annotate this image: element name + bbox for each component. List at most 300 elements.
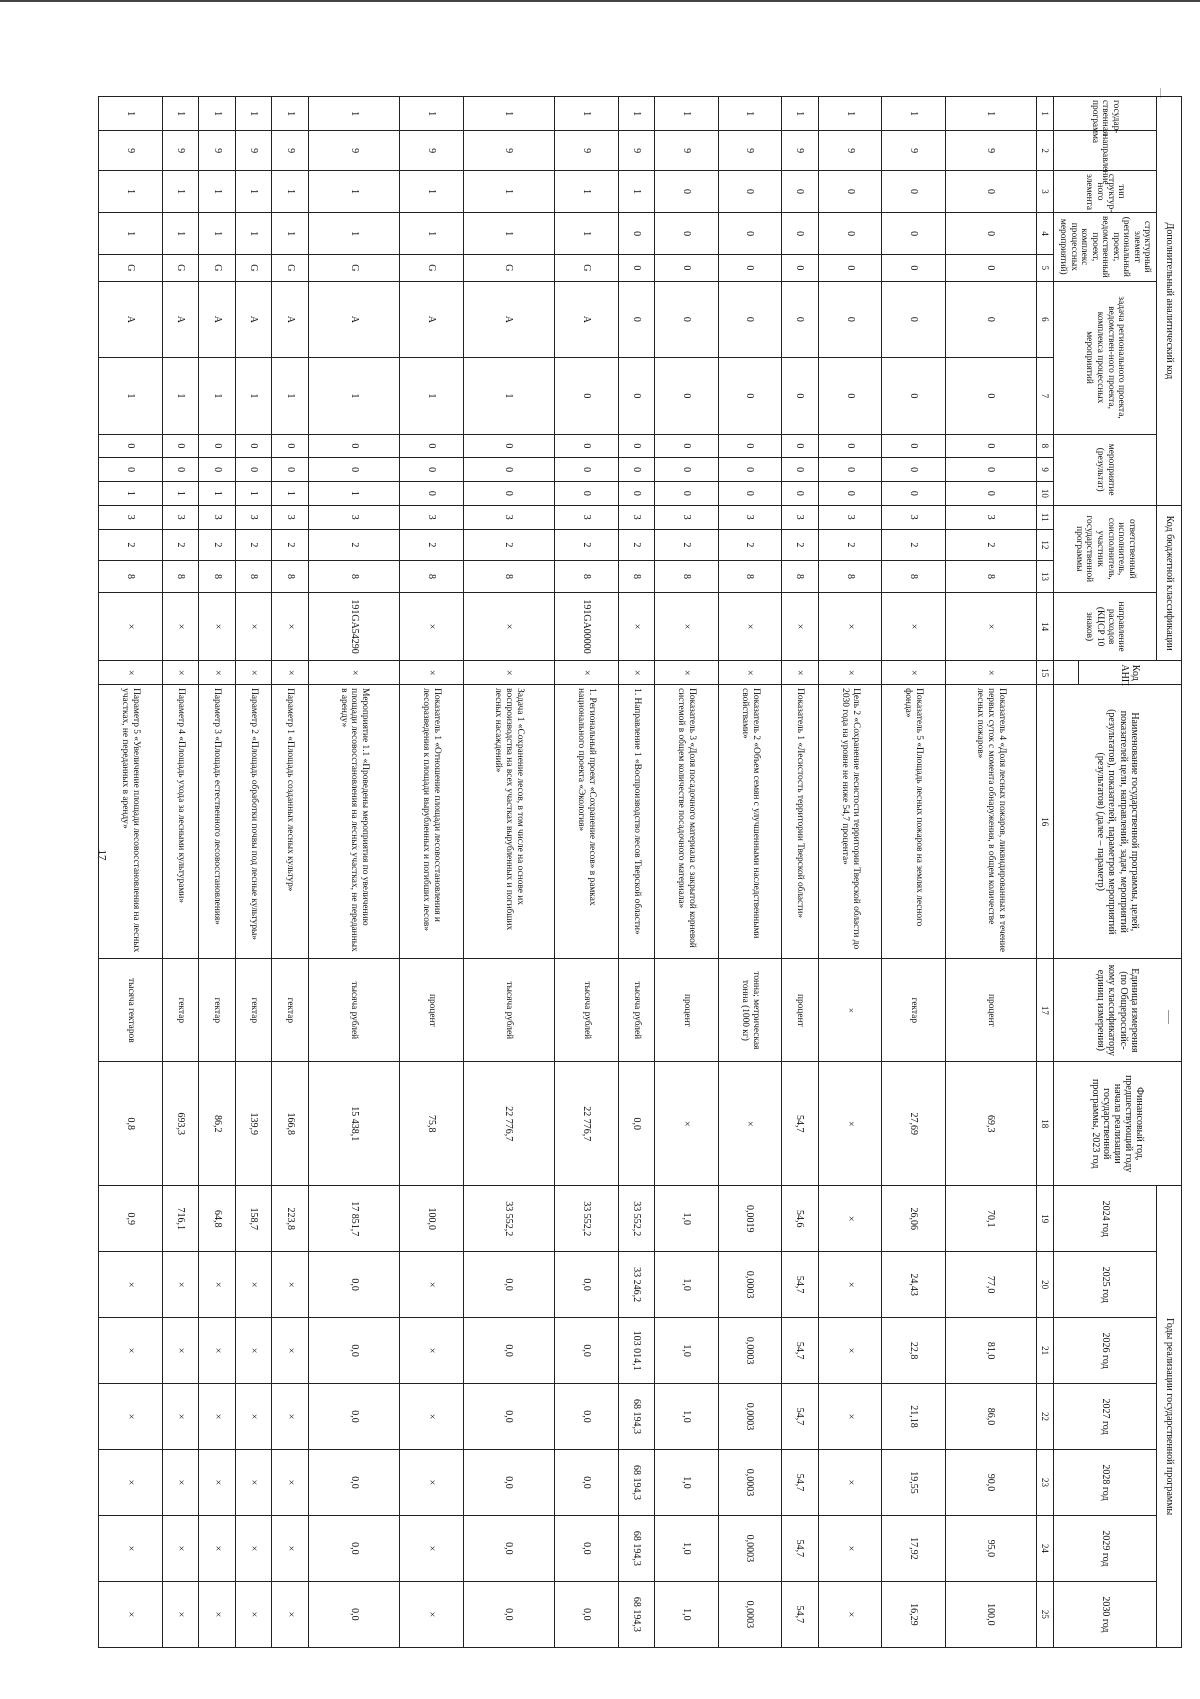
table-row [655,97,718,1648]
row-value-cell: 54,6 [782,1186,819,1252]
row-code-cell: × [272,592,309,661]
row-value-cell: 1,0 [655,1384,718,1450]
row-value-cell: 0,0003 [718,1252,781,1318]
column-number: 19 [1037,1186,1054,1252]
table-row [882,97,945,1648]
table-row [99,97,163,1648]
row-code-cell: 0 [882,281,945,357]
row-value-cell: 0,0 [308,1252,399,1318]
row-value-cell: 1,0 [655,1318,718,1384]
year-header: 2029 год [1054,1515,1157,1581]
row-code-cell: A [99,281,163,357]
row-code-cell: A [272,281,309,357]
column-number: 14 [1037,592,1054,661]
row-code-cell: 0 [400,458,463,482]
row-code-cell: 9 [618,131,655,171]
row-code-cell: 1 [235,213,272,255]
page-number: 17 [96,849,108,861]
row-code-cell: 0 [945,434,1036,458]
row-code-cell: 0 [199,458,236,482]
row-code-cell: 191GA00000 [555,592,618,661]
year-header: 2030 год [1054,1581,1157,1647]
row-name-cell: Цель 2 «Сохранение лесистости территории Тверской области до 2030 года на уровне не ниже 54,7 процента» [818,685,881,959]
row-code-cell: 1 [463,358,554,434]
row-name-cell: Параметр 4 «Площадь ухода за лесными культурами» [162,685,199,959]
row-code-cell: 1 [272,358,309,434]
row-code-cell: 1 [618,170,655,212]
row-code-cell: 0 [782,281,819,357]
row-code-cell: 0 [782,170,819,212]
row-value-cell: × [162,1581,199,1647]
table-row [945,97,1036,1648]
row-code-cell: 0 [945,213,1036,255]
row-value-cell: 0,0003 [718,1318,781,1384]
row-code-cell: 3 [818,505,881,529]
row-code-cell: 1 [162,213,199,255]
row-code-cell: 0 [272,434,309,458]
row-name-cell: Показатель 5 «Площадь лесных пожаров на землях лесного фонда» [882,685,945,959]
row-code-cell: 2 [199,529,236,561]
row-value-cell: × [235,1449,272,1515]
row-value-cell: 0,0019 [718,1186,781,1252]
row-code-cell: 9 [400,131,463,171]
row-code-cell: 0 [555,458,618,482]
row-code-cell: G [162,255,199,281]
row-value-cell: × [272,1384,309,1450]
row-value-cell: × [162,1515,199,1581]
column-number: 25 [1037,1581,1054,1647]
row-code-cell: 0 [782,458,819,482]
row-unit-cell: тысяча рублей [555,959,618,1062]
column-number: 9 [1037,458,1054,482]
row-code-cell: 8 [618,561,655,593]
row-value-cell: 17 851,7 [308,1186,399,1252]
row-name-cell: Параметр 5 «Увеличение площади лесовосстановления на лесных участках, не переданных в аренду» [99,685,163,959]
row-code-cell: 0 [308,434,399,458]
row-code-cell: 8 [718,561,781,593]
row-code-cell: A [199,281,236,357]
row-value-cell: × [818,1449,881,1515]
row-value-cell: 54,7 [782,1515,819,1581]
row-code-cell: × [235,661,272,685]
row-code-cell: 0 [818,434,881,458]
row-code-cell: 0 [782,482,819,506]
row-code-cell: 3 [308,505,399,529]
row-value-cell: × [818,1581,881,1647]
row-value-cell: 0,0 [308,1581,399,1647]
year-header: 2024 год [1054,1186,1157,1252]
row-value-cell: 54,7 [782,1252,819,1318]
row-value-cell: 24,43 [882,1252,945,1318]
row-value-cell: 22,8 [882,1318,945,1384]
row-value-cell: × [162,1252,199,1318]
row-value-cell: 16,29 [882,1581,945,1647]
expense-header: направление расходов (КЦСР 10 знаков) [1054,592,1157,661]
row-code-cell: × [655,661,718,685]
row-code-cell: A [400,281,463,357]
row-code-cell: 1 [400,213,463,255]
row-code-cell: 0 [99,434,163,458]
row-code-cell: 1 [235,358,272,434]
row-code-cell: 0 [718,458,781,482]
row-value-cell: 33 552,2 [463,1186,554,1252]
column-number: 6 [1037,281,1054,357]
row-value-cell: 21,18 [882,1384,945,1450]
anp-header: Код АНП [1079,661,1182,685]
row-code-cell: 0 [199,434,236,458]
row-value-cell: 0,0 [555,1318,618,1384]
row-code-cell: × [463,661,554,685]
row-code-cell: 3 [618,505,655,529]
row-code-cell: 1 [235,97,272,131]
row-value-cell: 15 438,1 [308,1062,399,1186]
row-value-cell: 223,8 [272,1186,309,1252]
row-value-cell: 158,7 [235,1186,272,1252]
column-number: 18 [1037,1062,1054,1186]
row-value-cell: 0,0 [555,1384,618,1450]
year-header: 2025 год [1054,1252,1157,1318]
row-code-cell: G [400,255,463,281]
row-code-cell: 0 [882,358,945,434]
row-code-cell: × [782,592,819,661]
row-value-cell: 0,0 [463,1449,554,1515]
row-value-cell: × [818,1318,881,1384]
table-row [555,97,618,1648]
row-code-cell: 2 [400,529,463,561]
row-code-cell: 9 [555,131,618,171]
row-code-cell: 0 [99,458,163,482]
row-name-cell: Показатель 4 «Доля лесных пожаров, ликвидированных в течение первых суток с момента обнаружения, в общем количестве лесных пожаров» [945,685,1036,959]
row-code-cell: 0 [945,482,1036,506]
row-code-cell: 0 [882,434,945,458]
row-value-cell: 1,0 [655,1515,718,1581]
row-value-cell: 0,0 [618,1062,655,1186]
row-value-cell: 33 246,2 [618,1252,655,1318]
row-value-cell: × [400,1384,463,1450]
row-value-cell: × [235,1318,272,1384]
column-number: 24 [1037,1515,1054,1581]
row-code-cell: 0 [162,434,199,458]
row-code-cell: 2 [308,529,399,561]
row-code-cell: 2 [162,529,199,561]
row-code-cell: × [945,592,1036,661]
column-number: 11 [1037,505,1054,529]
row-code-cell: 1 [400,170,463,212]
row-code-cell: 1 [162,358,199,434]
row-value-cell: 0,0 [463,1515,554,1581]
row-code-cell: × [199,661,236,685]
row-value-cell: × [199,1581,236,1647]
row-value-cell: 0,0 [463,1581,554,1647]
row-code-cell: 0 [235,434,272,458]
row-value-cell: 81,0 [945,1318,1036,1384]
row-code-cell: × [618,592,655,661]
row-value-cell: × [818,1384,881,1450]
row-code-cell: A [235,281,272,357]
type-header: тип структур-ного элемента [1054,170,1157,212]
row-code-cell: 8 [199,561,236,593]
row-code-cell: 9 [199,131,236,171]
row-code-cell: 0 [555,482,618,506]
table-row [272,97,309,1648]
table-container [120,96,1182,1648]
row-value-cell: × [655,1062,718,1186]
row-code-cell: 0 [818,458,881,482]
row-value-cell: × [162,1384,199,1450]
row-value-cell: 70,1 [945,1186,1036,1252]
row-value-cell: 19,55 [882,1449,945,1515]
row-value-cell: 100,0 [945,1581,1036,1647]
event-header: мероприятие (результат) [1054,434,1157,505]
row-code-cell: 1 [400,358,463,434]
table-row [162,97,199,1648]
scan-top-border [0,0,1200,2]
row-code-cell: 1 [308,170,399,212]
row-code-cell: 1 [99,97,163,131]
column-number: 2 [1037,131,1054,171]
structural-header: структурный элемент (региональный проект, ведомственный проект, комплекс процессных мероприятий) [1054,213,1157,282]
row-code-cell: 1 [272,213,309,255]
row-value-cell: × [400,1515,463,1581]
row-value-cell: 68 194,3 [618,1515,655,1581]
row-code-cell: 0 [655,434,718,458]
row-value-cell: 0,0003 [718,1515,781,1581]
row-code-cell: 2 [618,529,655,561]
row-code-cell: 0 [463,482,554,506]
row-code-cell: 1 [272,97,309,131]
row-value-cell: 22 776,7 [463,1062,554,1186]
row-value-cell: 54,7 [782,1318,819,1384]
column-number: 21 [1037,1318,1054,1384]
row-code-cell: 1 [308,358,399,434]
row-code-cell: 2 [235,529,272,561]
row-code-cell: 0 [782,358,819,434]
row-code-cell: 0 [882,458,945,482]
row-code-cell: × [463,592,554,661]
row-value-cell: × [99,1318,163,1384]
row-code-cell: 8 [818,561,881,593]
row-code-cell: × [99,661,163,685]
row-unit-cell: тысяча рублей [308,959,399,1062]
row-code-cell: G [308,255,399,281]
row-value-cell: 68 194,3 [618,1449,655,1515]
row-code-cell: 2 [882,529,945,561]
row-code-cell: 0 [818,482,881,506]
row-code-cell: 8 [463,561,554,593]
executor-header: ответственный исполнитель, соисполнитель, участник государственной программы [1054,505,1157,592]
row-unit-cell: гектар [199,959,236,1062]
row-code-cell: 0 [235,458,272,482]
row-code-cell: 0 [655,170,718,212]
row-unit-cell: тонна; метрическая тонна (1000 кг) [718,959,781,1062]
row-code-cell: 1 [782,97,819,131]
row-code-cell: 8 [400,561,463,593]
row-code-cell: 1 [555,213,618,255]
row-code-cell: G [272,255,309,281]
row-code-cell: 9 [235,131,272,171]
row-value-cell: × [235,1515,272,1581]
row-code-cell: 1 [162,97,199,131]
row-code-cell: × [818,592,881,661]
table-row [618,97,655,1648]
row-code-cell: 0 [882,255,945,281]
row-value-cell: × [400,1581,463,1647]
row-code-cell: 1 [235,170,272,212]
row-value-cell: × [272,1515,309,1581]
year-header: 2028 год [1054,1449,1157,1515]
row-code-cell: 0 [618,358,655,434]
row-value-cell: 0,0 [555,1449,618,1515]
row-value-cell: × [99,1252,163,1318]
row-code-cell: 1 [162,170,199,212]
row-code-cell: 1 [618,97,655,131]
table-row [199,97,236,1648]
row-name-cell: Показатель 3 «Доля посадочного материала с закрытой корневой системой в общем количестве посадочного материала» [655,685,718,959]
row-value-cell: 0,0 [308,1318,399,1384]
row-value-cell: 716,1 [162,1186,199,1252]
row-code-cell: 1 [99,170,163,212]
row-value-cell: × [272,1252,309,1318]
row-code-cell: 0 [782,213,819,255]
row-code-cell: × [272,661,309,685]
row-code-cell: 8 [945,561,1036,593]
program-header: государ-ственная программа [1054,97,1157,131]
column-number: 23 [1037,1449,1054,1515]
row-value-cell: 69,3 [945,1062,1036,1186]
row-value-cell: 75,8 [400,1062,463,1186]
row-code-cell: 3 [162,505,199,529]
row-code-cell: 1 [400,97,463,131]
row-code-cell: 0 [618,255,655,281]
row-value-cell: × [235,1581,272,1647]
row-code-cell: × [655,592,718,661]
row-value-cell: × [199,1515,236,1581]
row-code-cell: 0 [945,170,1036,212]
row-name-cell: Показатель 1 «Лесистость территории Тверской области» [782,685,819,959]
budget-code-header: Код бюджетной классификации [1157,505,1182,661]
row-code-cell: 0 [818,281,881,357]
row-code-cell: 1 [272,482,309,506]
column-number: 20 [1037,1252,1054,1318]
row-code-cell: 2 [99,529,163,561]
row-value-cell: × [272,1318,309,1384]
row-value-cell: × [199,1252,236,1318]
row-name-cell: Мероприятие 1.1 «Проведены мероприятия по увеличению площади лесовосстановления на лесных участках, не переданных в аренду» [308,685,399,959]
row-code-cell: 0 [945,458,1036,482]
row-code-cell: 8 [655,561,718,593]
row-code-cell: 0 [463,434,554,458]
row-code-cell: A [555,281,618,357]
row-code-cell: 0 [655,255,718,281]
row-name-cell: Показатель 2 «Объем семян с улучшенными наследственными свойствами» [718,685,781,959]
row-value-cell: 0,0 [463,1384,554,1450]
row-code-cell: 9 [162,131,199,171]
row-unit-cell: гектар [235,959,272,1062]
row-unit-cell: гектар [272,959,309,1062]
row-code-cell: 2 [463,529,554,561]
row-code-cell: 8 [162,561,199,593]
row-value-cell: 77,0 [945,1252,1036,1318]
table-row [818,97,881,1648]
row-name-cell: Задача 1 «Сохранение лесов, в том числе на основе их воспроизводства на всех участках вырубленных и погибших лесных насаждений» [463,685,554,959]
row-code-cell: 0 [718,482,781,506]
row-code-cell: 0 [655,281,718,357]
row-code-cell: 1 [99,482,163,506]
row-code-cell: 0 [718,255,781,281]
row-code-cell: 3 [655,505,718,529]
row-value-cell: 22 776,7 [555,1062,618,1186]
row-value-cell: × [162,1449,199,1515]
row-code-cell: 3 [718,505,781,529]
column-number: 10 [1037,482,1054,506]
row-code-cell: 8 [99,561,163,593]
row-code-cell: 2 [272,529,309,561]
row-code-cell: 9 [882,131,945,171]
row-value-cell: × [818,1062,881,1186]
years-header: Годы реализации государственной программы [1157,1186,1182,1648]
row-value-cell: 0,0 [463,1252,554,1318]
row-value-cell: 54,7 [782,1581,819,1647]
row-value-cell: × [99,1515,163,1581]
row-code-cell: 0 [818,213,881,255]
row-code-cell: 1 [99,213,163,255]
row-code-cell: × [400,592,463,661]
row-value-cell: 0,0 [308,1384,399,1450]
row-code-cell: × [199,592,236,661]
column-number: 17 [1037,959,1054,1062]
column-number: 4 [1037,213,1054,255]
row-value-cell: 54,7 [782,1449,819,1515]
row-code-cell: 1 [272,170,309,212]
row-code-cell: 0 [718,358,781,434]
row-unit-cell: тысяча рублей [463,959,554,1062]
row-value-cell: 86,0 [945,1384,1036,1450]
row-code-cell: 9 [782,131,819,171]
row-code-cell: 8 [272,561,309,593]
column-number-row [1037,97,1054,1648]
row-name-cell: Параметр 2 «Площадь обработки почвы под лесные культуры» [235,685,272,959]
row-value-cell: 0,0 [308,1449,399,1515]
row-value-cell: 17,92 [882,1515,945,1581]
row-value-cell: 0,0 [308,1515,399,1581]
row-value-cell: × [99,1581,163,1647]
row-code-cell: 3 [782,505,819,529]
row-value-cell: 0,0003 [718,1449,781,1515]
task-header: задача регионального проекта, ведомствен-ного проекта, комплекса процессных мероприятий [1054,281,1157,434]
row-code-cell: 2 [945,529,1036,561]
row-unit-cell: тысяча гектаров [99,959,163,1062]
row-code-cell: 3 [272,505,309,529]
row-code-cell: 9 [945,131,1036,171]
row-name-cell: Параметр 1 «Площадь созданных лесных культур» [272,685,309,959]
row-code-cell: 1 [463,213,554,255]
row-code-cell: 1 [162,482,199,506]
row-code-cell: × [945,661,1036,685]
row-value-cell: 0,9 [99,1186,163,1252]
row-code-cell: 0 [655,482,718,506]
row-value-cell: × [400,1252,463,1318]
direction-header: направление [1054,131,1157,171]
row-code-cell: 0 [162,458,199,482]
row-value-cell: 33 552,2 [618,1186,655,1252]
row-value-cell: 1,0 [655,1186,718,1252]
row-value-cell: 68 194,3 [618,1581,655,1647]
row-code-cell: × [308,661,399,685]
row-code-cell: 2 [555,529,618,561]
row-value-cell: 0,8 [99,1062,163,1186]
column-number: 1 [1037,97,1054,131]
row-code-cell: 0 [272,458,309,482]
